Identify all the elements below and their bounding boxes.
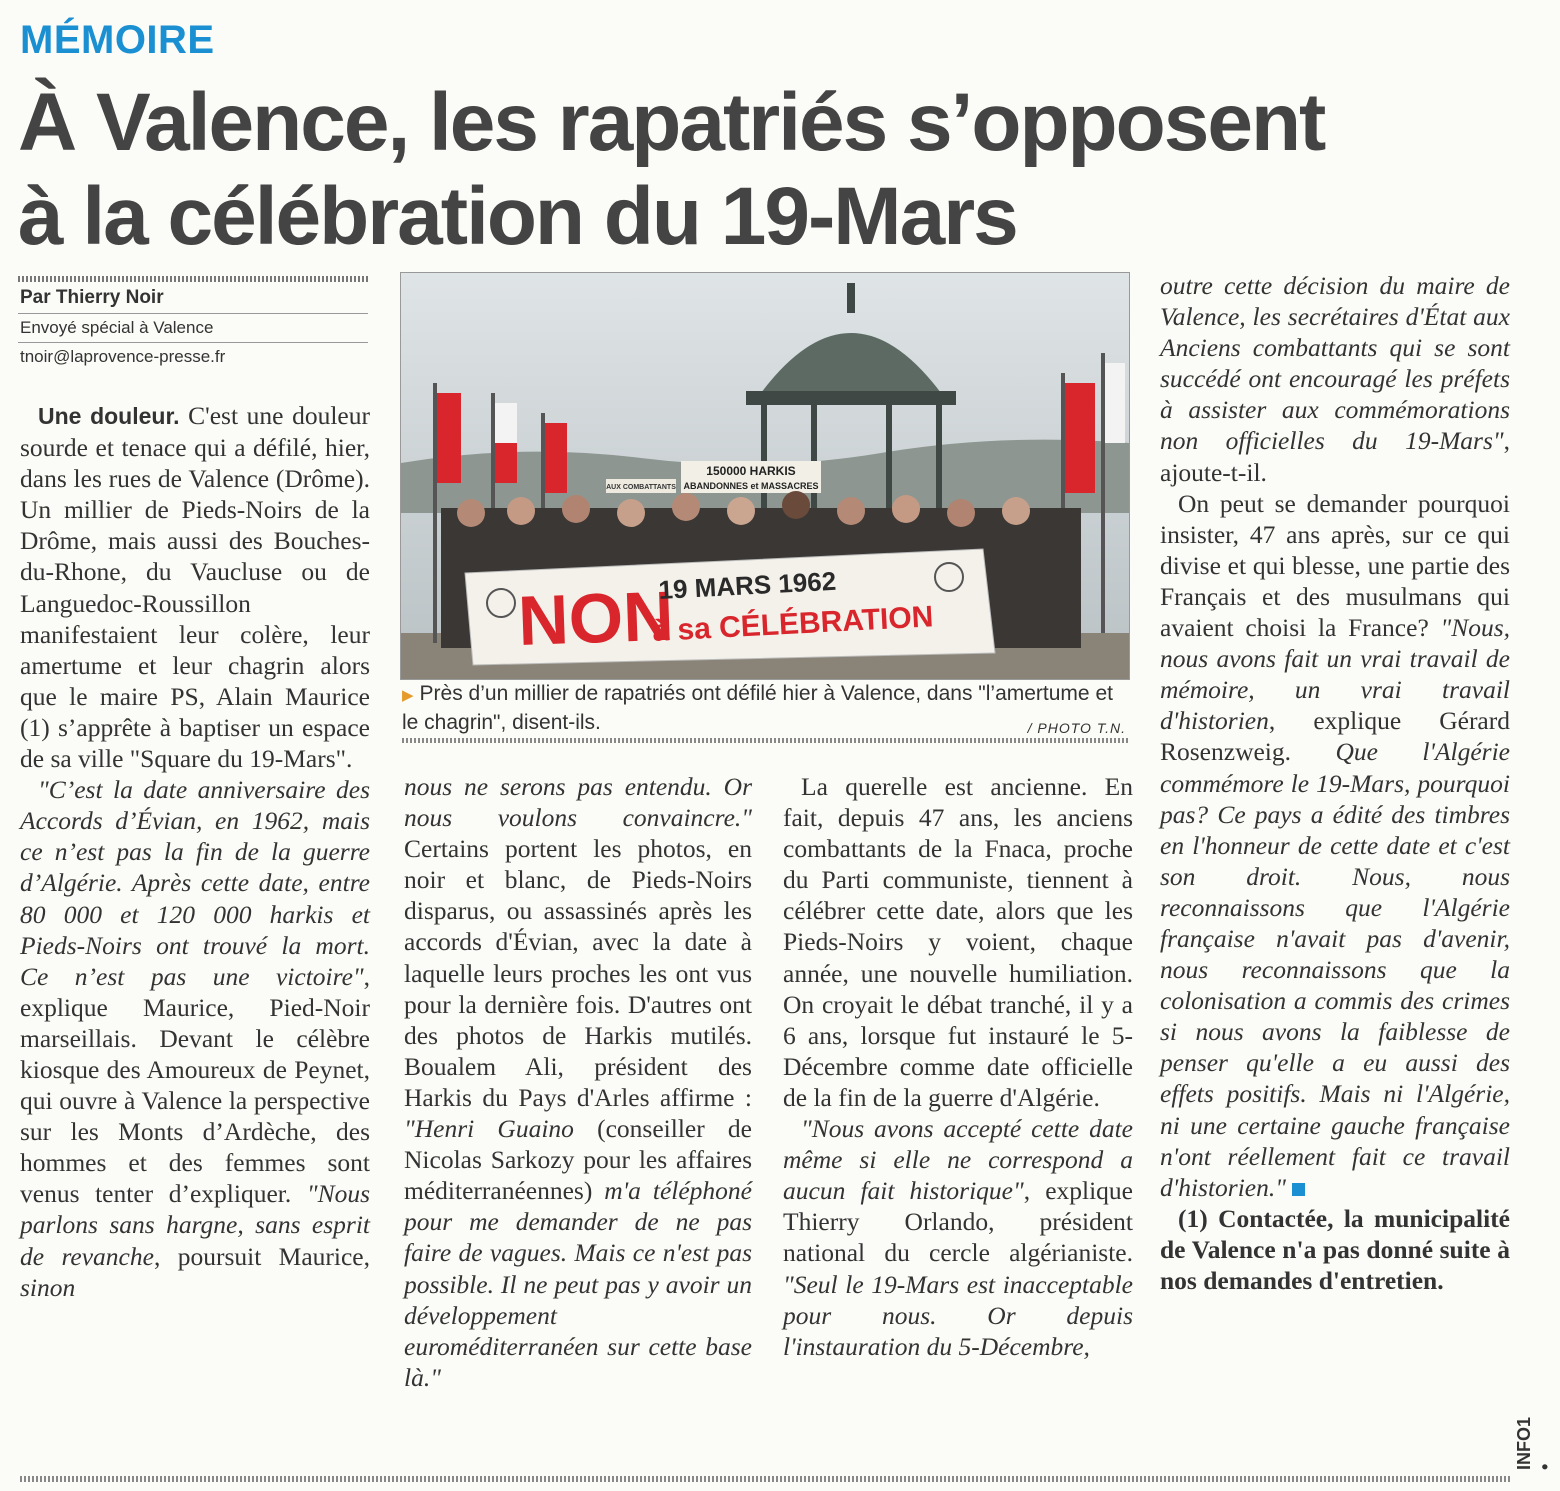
protest-sign-line-2: ABANDONNES et MASSACRES bbox=[683, 481, 819, 491]
col2-quote-3: m'a téléphoné pour me demander de ne pas faire de vagues. Mais ce n'est pas possible. Il ne peut pas y avoir un développement euroméditerranéen sur cette base là." bbox=[404, 1176, 752, 1392]
col1-text-2: , explique Maurice, Pied-Noir marseillais. Devant le célèbre kiosque des Amoureux de Peynet, qui ouvre à Valence la perspective sur les Monts d’Ardèche, des hommes et des femmes sont venus tenter d’expliquer. bbox=[20, 961, 370, 1209]
byline-email[interactable]: tnoir@laprovence-presse.fr bbox=[18, 342, 368, 371]
banner-non: NON bbox=[516, 576, 675, 660]
col1-quote-1: "C’est la date anniversaire des Accords d’Évian, en 1962, mais ce n’est pas la fin de la guerre d’Algérie. Après cette date, entre 80 000 et 120 000 harkis et Pieds-Noirs ont trouvé la mort. Ce n’est pas une victoire" bbox=[20, 775, 370, 991]
section-kicker: MÉMOIRE bbox=[20, 18, 215, 62]
col4-text-1: , ajoute-t-il. bbox=[1160, 426, 1510, 487]
article-photo bbox=[400, 272, 1130, 680]
byline-role: Envoyé spécial à Valence bbox=[18, 313, 368, 342]
banner-date: 19 MARS 1962 bbox=[657, 565, 837, 605]
col2-text-2: (conseiller de Nicolas Sarkozy pour les affaires méditerranéennes) bbox=[404, 1114, 752, 1206]
headline bbox=[18, 76, 1338, 264]
col4-text-3: , explique Gérard Rosenzweig. bbox=[1160, 706, 1510, 767]
col4-quote-3: Que l'Algérie commémore le 19-Mars, pourquoi pas? Ce pays a édité des timbres en l'honneur de cette date et c'est son droit. Nous, nous reconnaissons que l'Algérie française n'avait pas d'avenir, nous reconnaissons que la colonisation a commis des crimes si nous avons la faiblesse de penser qu'elle a eu aussi des effets positifs. Mais ni l'Algérie, ni une certaine gauche française n'ont réellement fait ce travail d'historien." bbox=[1160, 737, 1510, 1202]
photo-credit: / PHOTO T.N. bbox=[1027, 720, 1126, 736]
byline-author: Par Thierry Noir bbox=[20, 287, 164, 308]
col3-quote-2: "Seul le 19-Mars est inacceptable pour nous. Or depuis l'instauration du 5-Décembre, bbox=[783, 1269, 1133, 1361]
col4-quote-2: "Nous, nous avons fait un vrai travail de mémoire, un vrai travail d'historien bbox=[1160, 613, 1510, 736]
byline bbox=[18, 276, 368, 371]
headline-line-2: à la célébration du 19-Mars bbox=[18, 171, 1017, 262]
photo-caption bbox=[402, 680, 1126, 742]
banner-subtitle: à sa CÉLÉBRATION bbox=[651, 600, 935, 648]
end-mark-icon bbox=[1292, 1183, 1305, 1196]
col2-quote-2: "Henri Guaino bbox=[404, 1114, 574, 1144]
small-sign-text: AUX COMBATTANTS bbox=[606, 484, 676, 491]
col1-p1: C'est une douleur sourde et tenace qui a défilé, hier, dans les rues de Valence (Drôme). Un millier de Pieds-Noirs de la Drôme, mais aussi des Bouches-du-Rhone, du Vaucluse ou de Languedoc-Roussillon manifestaient leur colère, leur amertume et leur chagrin alors que le maire PS, Alain Maurice (1) s’apprête à baptiser un espace de sa ville "Square du 19-Mars". bbox=[20, 401, 370, 774]
article-column-4 bbox=[1160, 270, 1510, 1296]
bottom-rule bbox=[20, 1476, 1510, 1482]
page-tag bbox=[1512, 1400, 1558, 1470]
col1-quote-3: sinon bbox=[20, 1272, 76, 1302]
col3-quote-1: "Nous avons accepté cette date même si elle ne correspond a aucun fait historique" bbox=[783, 1114, 1133, 1206]
col3-p1: La querelle est ancienne. En fait, depuis 47 ans, les anciens combattants de la Fnaca, proche du Parti communiste, tiennent à célébrer cette date, alors que les Pieds-Noirs y voient, chaque année, une nouvelle humiliation. On croyait le débat tranché, il y a 6 ans, lorsque fut instauré le 5-Décembre comme date officielle de la fin de la guerre d'Algérie. bbox=[783, 772, 1133, 1112]
col3-text-1: , explique Thierry Orlando, président national du cercle algérianiste. bbox=[783, 1176, 1134, 1268]
caption-arrow-icon: ▶ bbox=[402, 687, 414, 704]
headline-line-1: À Valence, les rapatriés s’opposent bbox=[18, 77, 1325, 168]
col2-text-1: Certains portent les photos, en noir et blanc, de Pieds-Noirs disparus, ou assassinés après les accords d'Évian, avec la date à laquelle leurs proches les ont vus pour la dernière fois. D'autres ont des photos de Harkis mutilés. Boualem Ali, président des Harkis du Pays d'Arles affirme : bbox=[404, 834, 752, 1112]
col1-quote-2: "Nous parlons sans hargne, sans esprit de revanche bbox=[20, 1179, 370, 1271]
lead-in: Une douleur. bbox=[38, 403, 180, 429]
page-tag-text: INFO1 • bbox=[1514, 1416, 1555, 1470]
col4-text-2: On peut se demander pourquoi insister, 47 ans après, sur ce qui divise et qui blesse, une partie des Français et des musulmans qui avaient choisi la France? bbox=[1160, 488, 1510, 643]
caption-text: Près d’un millier de rapatriés ont défilé hier à Valence, dans "l’amertume et le chagrin", disent-ils. bbox=[402, 682, 1113, 734]
article-column-1 bbox=[20, 400, 370, 1303]
col4-quote-1: outre cette décision du maire de Valence, les secrétaires d'État aux Anciens combattants qui se sont succédé ont encouragé les préfets à assister aux commémorations non officielles du 19-Mars" bbox=[1160, 271, 1510, 456]
footnote: (1) Contactée, la municipalité de Valence n'a pas donné suite à nos demandes d'entretien. bbox=[1160, 1203, 1510, 1295]
caption-rule bbox=[402, 738, 1128, 743]
protest-sign-line-1: 150000 HARKIS bbox=[706, 464, 796, 478]
col1-text-3: , poursuit Maurice, bbox=[153, 1241, 370, 1271]
article-column-2 bbox=[404, 771, 752, 1393]
photo-illustration bbox=[401, 273, 1129, 679]
article-column-3 bbox=[783, 771, 1133, 1362]
col2-quote-1: nous ne serons pas entendu. Or nous voulons convaincre." bbox=[404, 772, 752, 833]
